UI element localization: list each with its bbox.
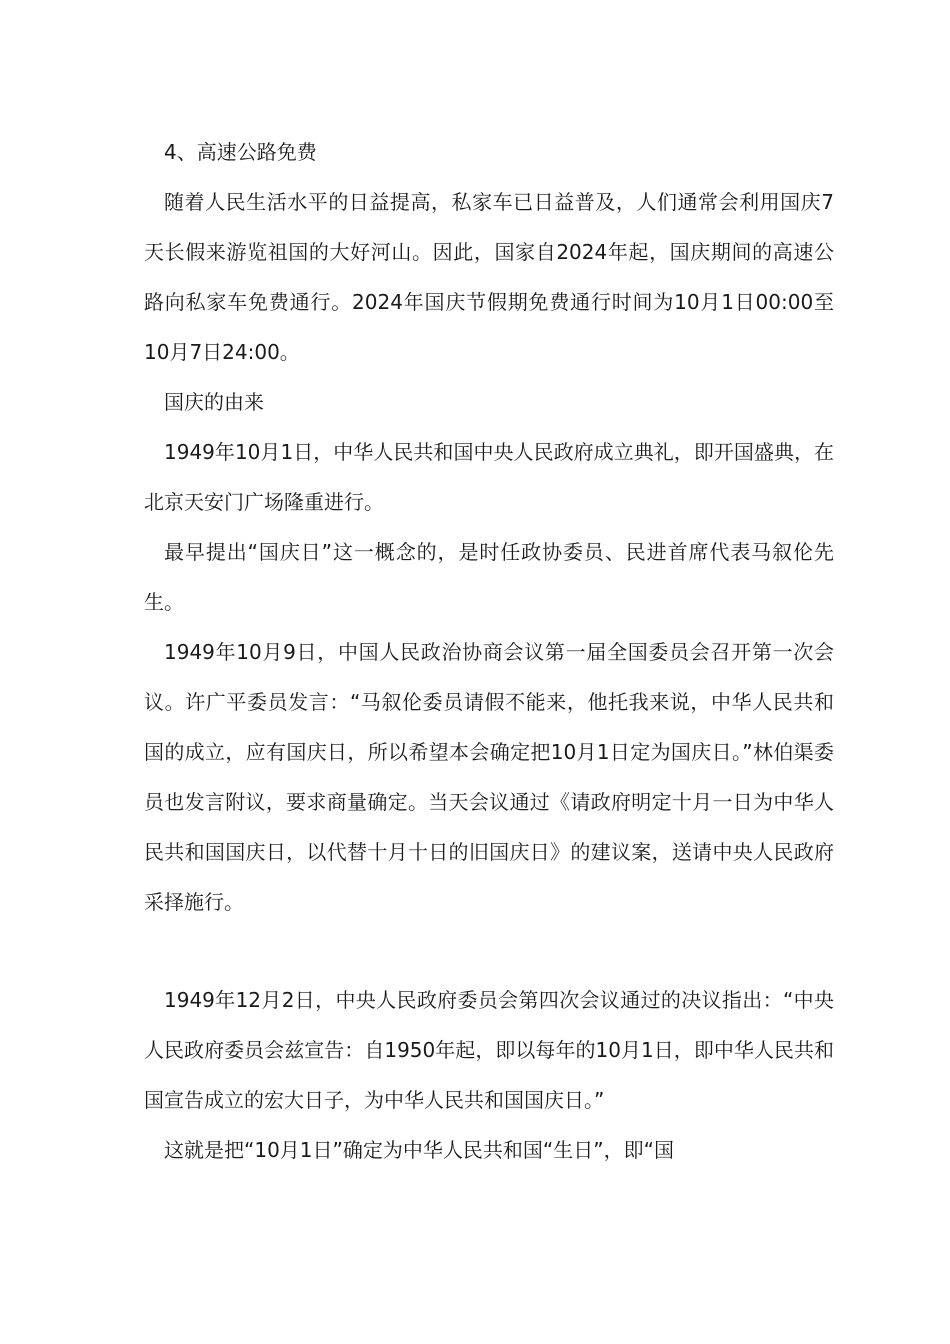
paragraph-birthday-statement: 这就是把“10月1日”确定为中华人民共和国“生日”，即“国 xyxy=(164,1138,674,1162)
section-heading-highway-free: 4、高速公路免费 xyxy=(164,140,317,164)
paragraph-first-proposal: 最早提出“国庆日”这一概念的，是时任政协委员、民进首席代表马叙伦先生。 xyxy=(144,540,834,614)
paragraph-gap xyxy=(144,927,834,975)
paragraph-government-resolution: 1949年12月2日，中央人民政府委员会第四次会议通过的决议指出：“中央人民政府委员会兹宣告：自1950年起，即以每年的10月1日，即中华人民共和国宣告成立的宏大日子，为中华人民共和国国庆日。” xyxy=(144,988,834,1112)
paragraph-highway-free: 随着人民生活水平的日益提高，私家车已日益普及，人们通常会利用国庆7天长假来游览祖国的大好河山。因此，国家自2024年起，国庆期间的高速公路向私家车免费通行。2024年国庆节假期免费通行时间为10月1日00:00至10月7日24:00。 xyxy=(144,190,834,364)
section-heading-national-day-origin: 国庆的由来 xyxy=(164,390,264,414)
document-body xyxy=(144,127,834,1175)
paragraph-cppcc-meeting: 1949年10月9日，中国人民政治协商会议第一届全国委员会召开第一次会议。许广平委员发言：“马叙伦委员请假不能来，他托我来说，中华人民共和国的成立，应有国庆日，所以希望本会确定把10月1日定为国庆日。”林伯渠委员也发言附议，要求商量确定。当天会议通过《请政府明定十月一日为中华人民共和国国庆日，以代替十月十日的旧国庆日》的建议案，送请中央人民政府采择施行。 xyxy=(144,640,834,914)
paragraph-founding-ceremony: 1949年10月1日，中华人民共和国中央人民政府成立典礼，即开国盛典，在北京天安门广场隆重进行。 xyxy=(144,440,834,514)
